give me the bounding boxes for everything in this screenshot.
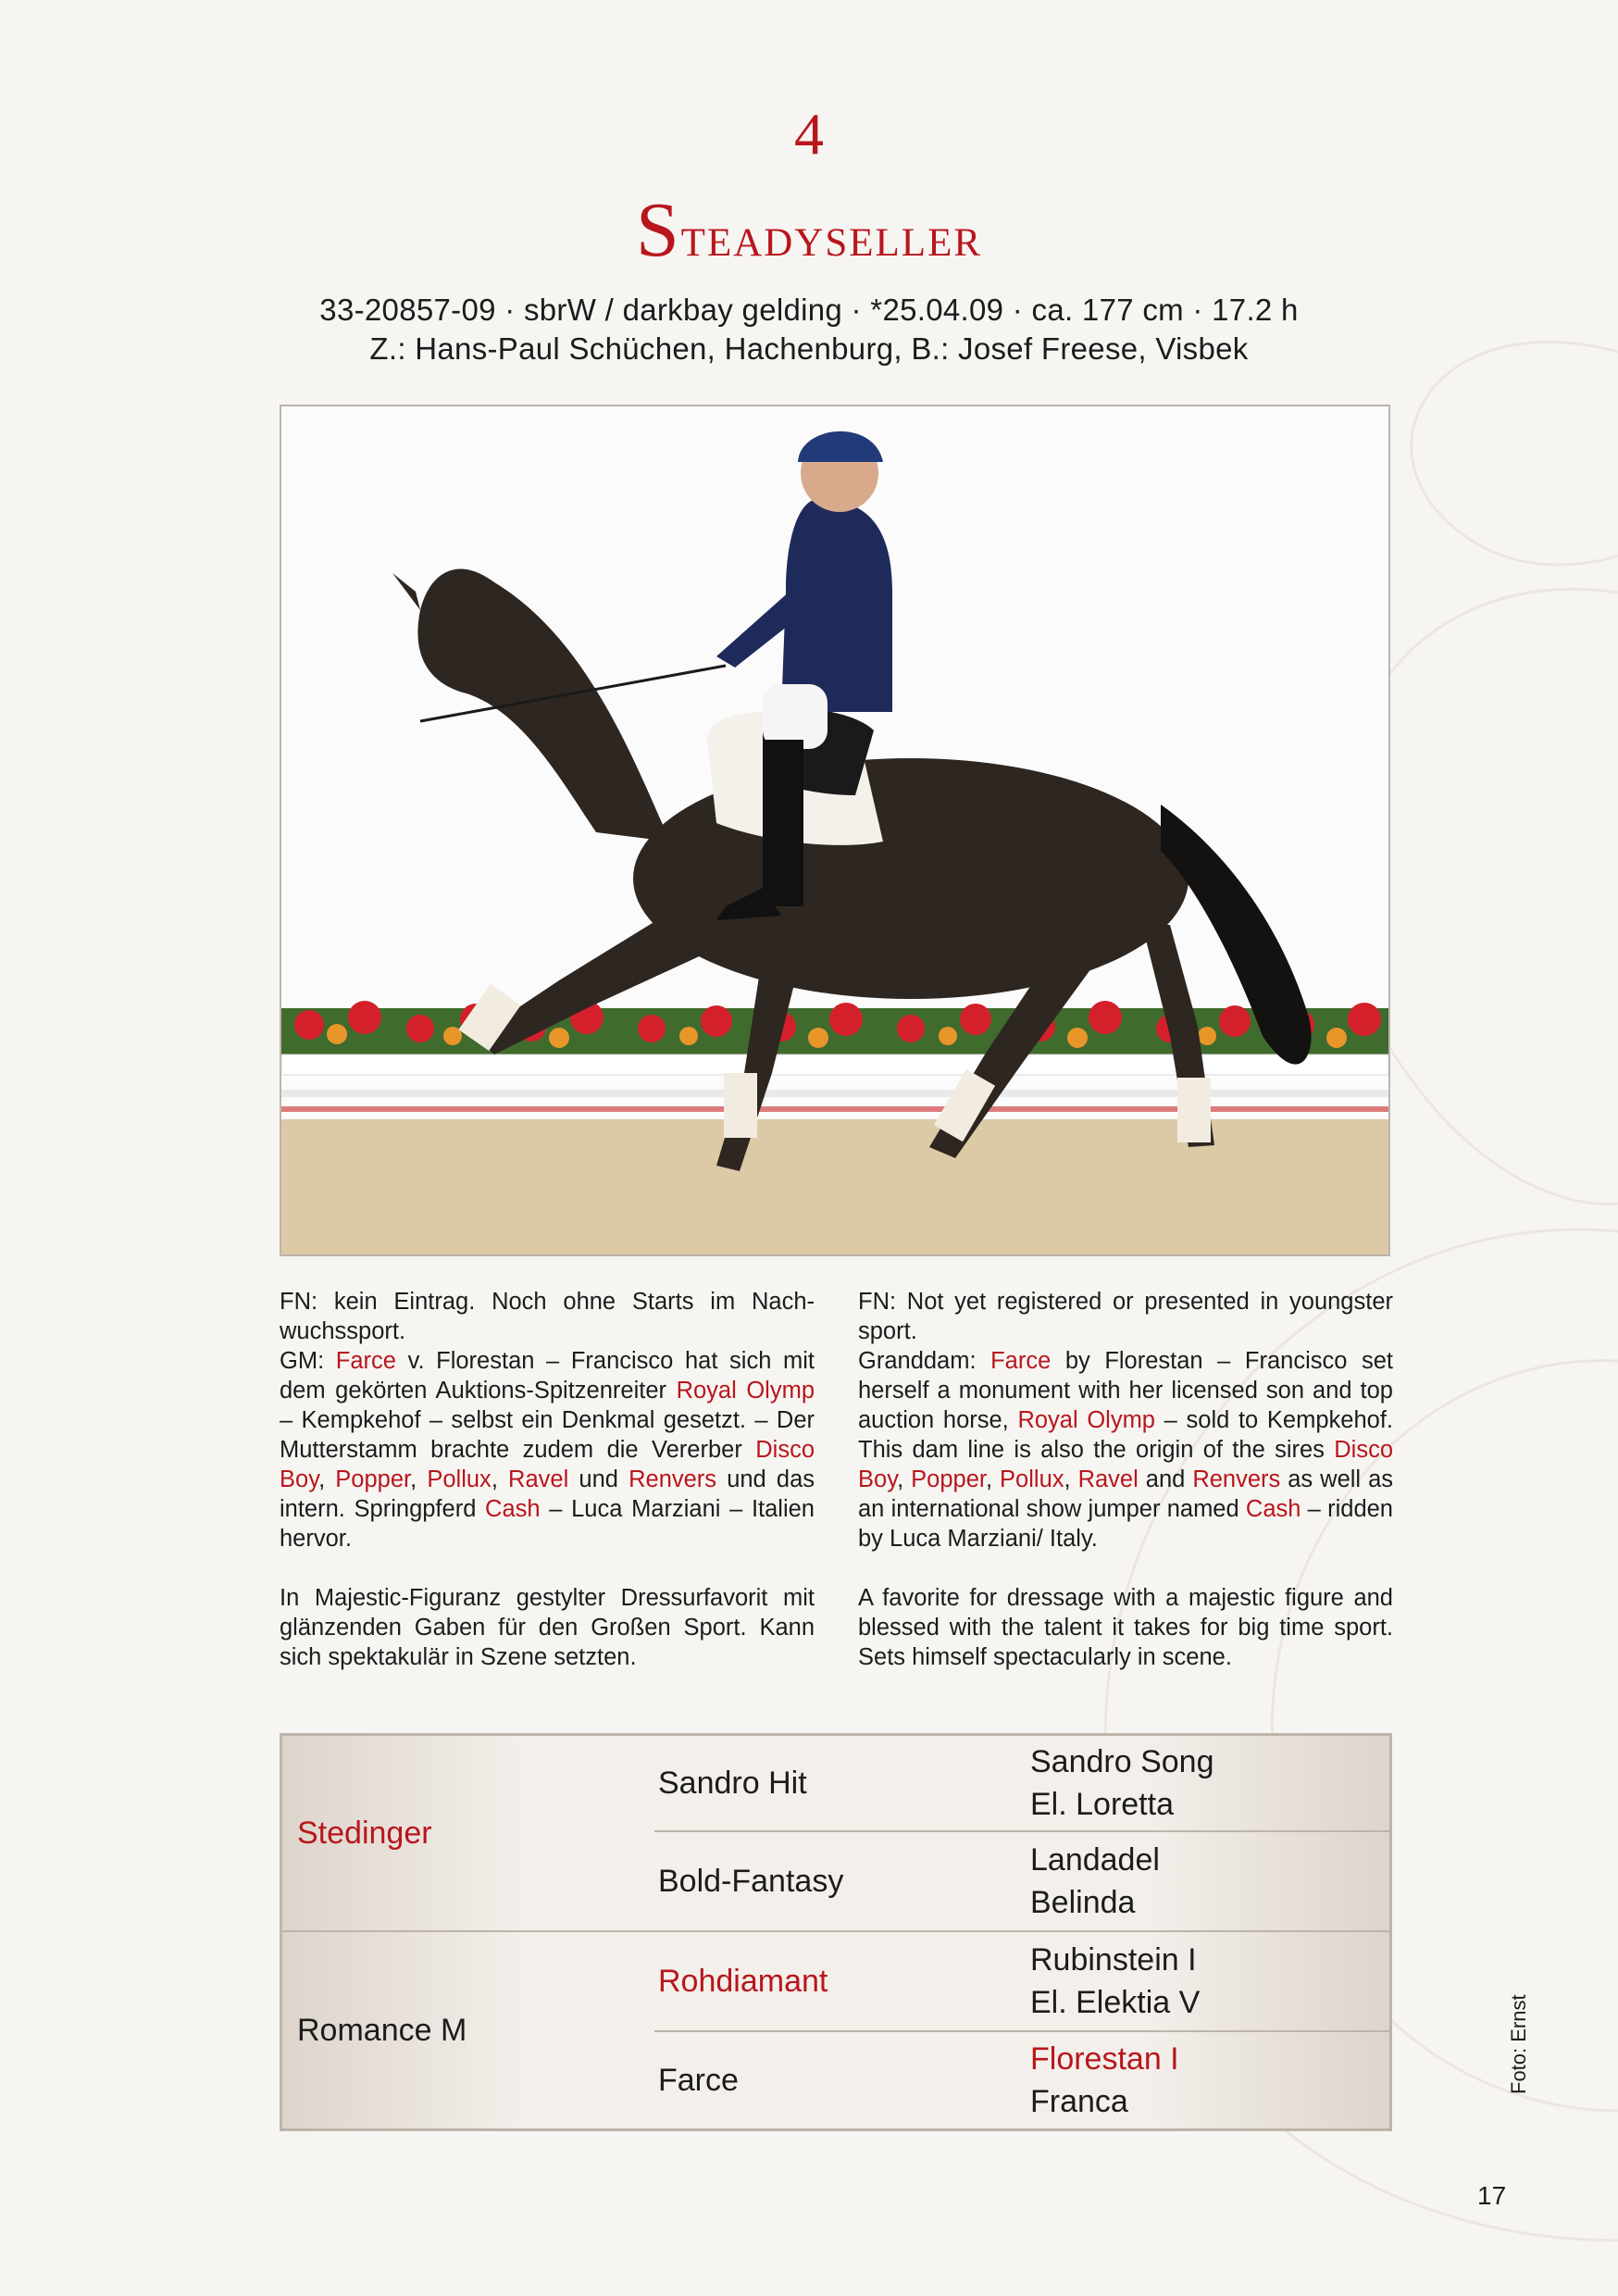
text: by Florestan – Francisco set herself a monument with her licensed son and top auction horse, bbox=[858, 1348, 1393, 1433]
text: und das intern. Springpferd bbox=[280, 1466, 815, 1522]
german-summary: In Majestic-Figuranz gestylter Dressurfavorit mit glänzenden Gaben für den Großen Sport. Kann sich spektakulär in Szene setzten. bbox=[280, 1585, 815, 1670]
text: und bbox=[568, 1466, 629, 1492]
sire-dam-name: Bold-Fantasy bbox=[658, 1863, 844, 1899]
highlight-pollux: Pollux bbox=[1000, 1466, 1064, 1492]
text: – sold to Kempkehof. This dam line is also the origin of the sires bbox=[858, 1407, 1393, 1463]
highlight-pollux: Pollux bbox=[427, 1466, 492, 1492]
dd-dam-name: Franca bbox=[1030, 2084, 1128, 2119]
pedigree-sire-sire bbox=[658, 1736, 1019, 1830]
text: , bbox=[491, 1466, 509, 1492]
dam-name: Romance M bbox=[297, 2012, 467, 2048]
ss-sire-name: Sandro Song bbox=[1030, 1744, 1214, 1779]
horse-name-title: Steadyseller bbox=[635, 187, 983, 273]
highlight-popper: Popper bbox=[335, 1466, 411, 1492]
pedigree-sire-dam bbox=[658, 1832, 1019, 1930]
text: – Kempkehof – selbst ein Denkmal gesetzt. – Der Mutterstamm brachte zudem die Vererber bbox=[280, 1407, 815, 1463]
pedigree-gen3-group bbox=[1030, 1736, 1382, 1830]
sire-sire-name: Sandro Hit bbox=[658, 1765, 807, 1801]
german-fn-status: FN: kein Eintrag. Noch ohne Starts im Nachwuchssport. bbox=[280, 1289, 815, 1344]
description-english bbox=[858, 1287, 1393, 1672]
pedigree-table bbox=[280, 1733, 1392, 2131]
lot-number: 4 bbox=[794, 101, 824, 167]
highlight-ravel: Ravel bbox=[1077, 1466, 1139, 1492]
text: GM: bbox=[280, 1348, 336, 1374]
text: – ridden by Luca Marziani/ Italy. bbox=[858, 1496, 1393, 1552]
text: – Luca Marziani – Italien hervor. bbox=[280, 1496, 815, 1552]
english-summary: A favorite for dressage with a majestic figure and blessed with the talent it takes for big time sport. Sets himself spectacularly in scene. bbox=[858, 1585, 1393, 1670]
highlight-cash: Cash bbox=[1245, 1496, 1301, 1522]
german-dam-line bbox=[280, 1346, 815, 1554]
description-german bbox=[280, 1287, 815, 1672]
ds-sire-name: Rubinstein I bbox=[1030, 1942, 1197, 1978]
text: and bbox=[1138, 1466, 1193, 1492]
pedigree-gen3-group bbox=[1030, 2032, 1382, 2128]
dd-sire-name: Florestan I bbox=[1030, 2041, 1179, 2077]
dam-dam-name: Farce bbox=[658, 2062, 739, 2098]
text: , bbox=[410, 1466, 428, 1492]
text: as well as an international show jumper named bbox=[858, 1466, 1394, 1522]
text: v. Florestan – Francisco hat sich mit dem gekörten Auktions-Spitzenreiter bbox=[280, 1348, 815, 1404]
highlight-farce: Farce bbox=[990, 1348, 1052, 1374]
text: Granddam: bbox=[858, 1348, 991, 1374]
horse-registration-info: 33-20857-09 · sbrW / darkbay gelding · *25.04.09 · ca. 177 cm · 17.2 h bbox=[319, 293, 1299, 327]
highlight-cash: Cash bbox=[485, 1496, 541, 1522]
pedigree-sire bbox=[297, 1736, 649, 1930]
ss-dam-name: El. Loretta bbox=[1030, 1787, 1174, 1822]
highlight-farce: Farce bbox=[335, 1348, 396, 1374]
dam-sire-name: Rohdiamant bbox=[658, 1963, 828, 1999]
page-number: 17 bbox=[1477, 2181, 1507, 2210]
highlight-royal-olymp: Royal Olymp bbox=[1017, 1407, 1155, 1433]
pedigree-gen3-group bbox=[1030, 1932, 1382, 2030]
horse-photo bbox=[280, 405, 1390, 1256]
text: , bbox=[318, 1466, 336, 1492]
highlight-ravel: Ravel bbox=[508, 1466, 569, 1492]
pedigree-gen3-group bbox=[1030, 1832, 1382, 1930]
breeder-owner-info: Z.: Hans-Paul Schüchen, Hachenburg, B.: Josef Freese, Visbek bbox=[369, 331, 1249, 366]
pedigree-dam-dam bbox=[658, 2032, 1019, 2128]
english-fn-status: FN: Not yet registered or presented in youngster sport. bbox=[858, 1289, 1393, 1344]
highlight-renvers: Renvers bbox=[1192, 1466, 1281, 1492]
sd-dam-name: Belinda bbox=[1030, 1885, 1136, 1920]
flower-border bbox=[281, 1001, 1388, 1056]
text: , bbox=[897, 1466, 912, 1492]
ds-dam-name: El. Elektia V bbox=[1030, 1985, 1201, 2020]
sd-sire-name: Landadel bbox=[1030, 1842, 1160, 1878]
highlight-royal-olymp: Royal Olymp bbox=[676, 1378, 815, 1404]
text: , bbox=[985, 1466, 1001, 1492]
highlight-disco-boy: Disco Boy bbox=[858, 1437, 1393, 1492]
horse-rider-illustration bbox=[281, 406, 1388, 1254]
sire-name: Stedinger bbox=[297, 1815, 432, 1851]
photo-credit: Foto: Ernst bbox=[1507, 1994, 1530, 2094]
text: , bbox=[1064, 1466, 1078, 1492]
highlight-disco-boy: Disco Boy bbox=[280, 1437, 815, 1492]
english-dam-line bbox=[858, 1346, 1393, 1554]
highlight-popper: Popper bbox=[911, 1466, 986, 1492]
pedigree-dam-sire bbox=[658, 1932, 1019, 2030]
pedigree-dam bbox=[297, 1932, 649, 2128]
highlight-renvers: Renvers bbox=[629, 1466, 717, 1492]
